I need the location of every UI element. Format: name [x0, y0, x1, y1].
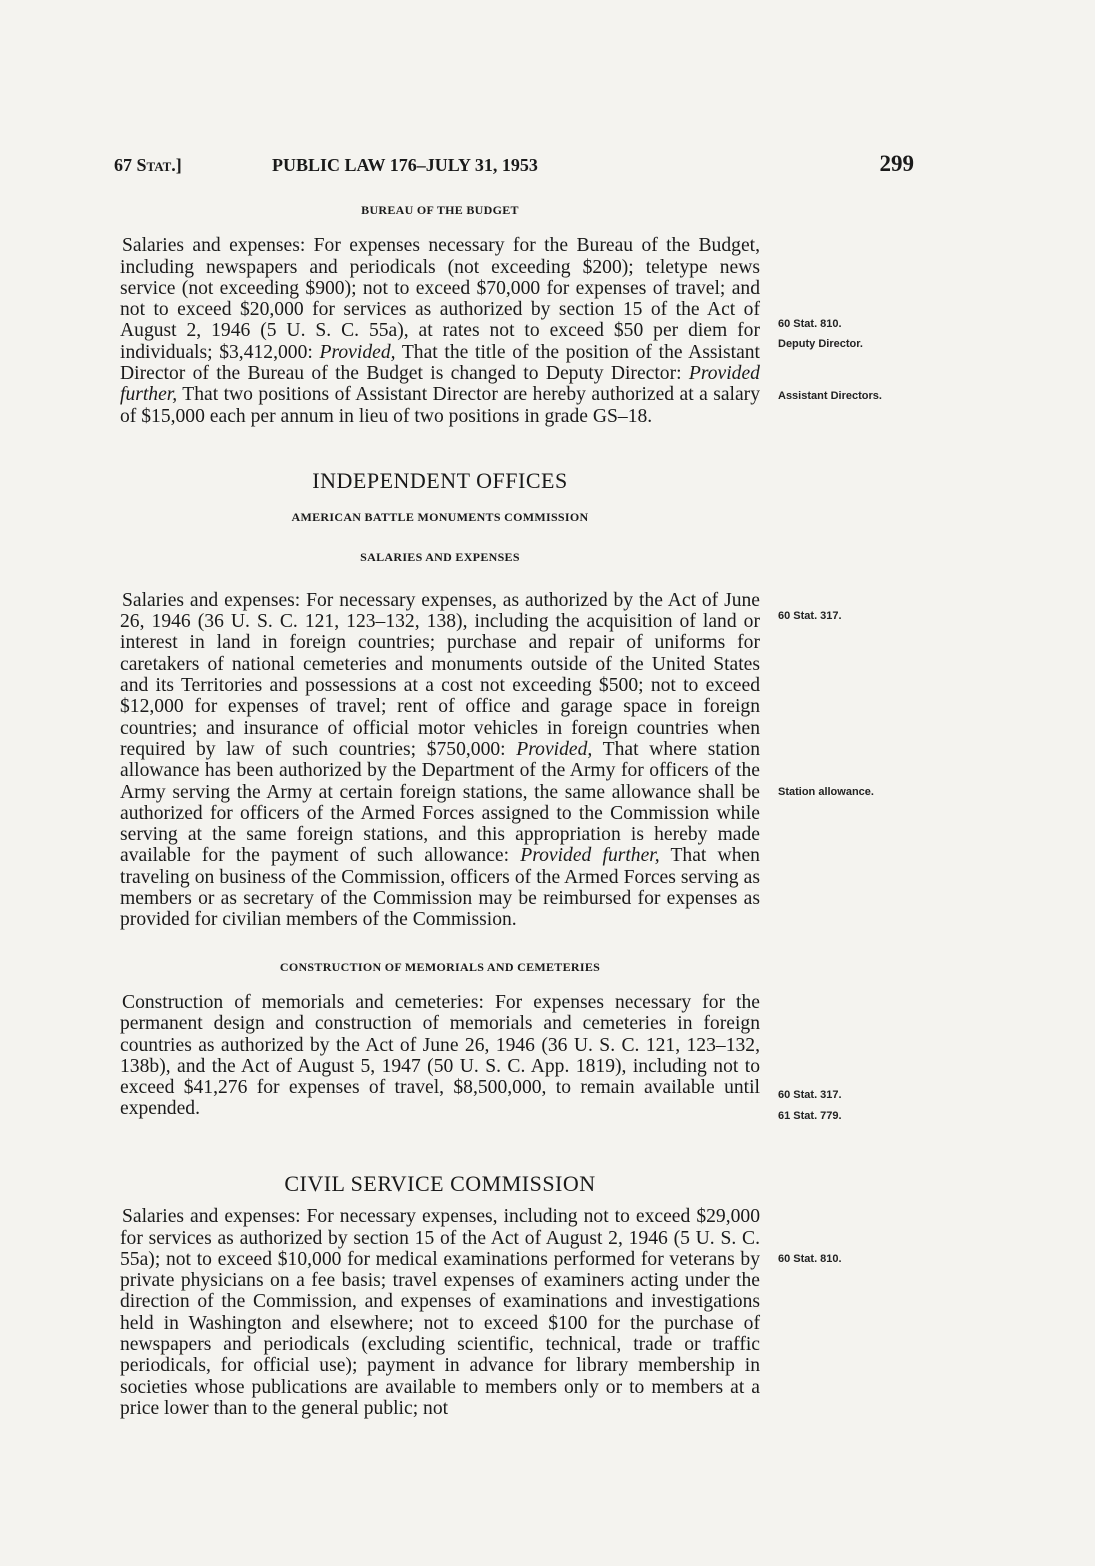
text-run: That when traveling on business of the Commission, officers of the Armed Forces serving as members or as secretary of the Commission may be reimbursed for expenses as provided for civilian members of the Commission.	[120, 845, 760, 931]
margin-note: 60 Stat. 317.	[778, 1089, 842, 1101]
page-header	[114, 151, 914, 185]
heading-independent-offices: INDEPENDENT OFFICES	[312, 468, 568, 493]
heading-salaries-expenses: SALARIES AND EXPENSES	[360, 549, 520, 564]
paragraph-construction: Construction of memorials and cemeteries: For expenses necessary for the permanent design and construction of memorials and cemeteries in foreign countries as authorized by the Act of June 26, 1946 (36 U. S. C. 121, 123–132, 138b), and the Act of August 5, 1947 (50 U. S. C. App. 1819), including not to exceed $41,276 for expenses of travel, $8,500,000, to remain available until expended.	[120, 991, 760, 1120]
heading-abmc: AMERICAN BATTLE MONUMENTS COMMISSION	[291, 510, 589, 525]
margin-note: Station allowance.	[778, 786, 874, 798]
page-number: 299	[879, 151, 914, 176]
margin-note: Assistant Directors.	[778, 390, 882, 402]
text-run: That where station allowance has been authorized by the Department of the Army for officers of the Army serving the Army at certain foreign stations, the same allowance shall be authorized for officers of the Armed Forces assigned to the Commission while serving at the same foreign stations, and this appropriation is hereby made available for the payment of such allowance:	[120, 738, 760, 867]
proviso: Provided,	[516, 738, 593, 760]
margin-note: 61 Stat. 779.	[778, 1110, 842, 1122]
margin-note: 60 Stat. 317.	[778, 610, 842, 622]
section-civil-service	[120, 1173, 760, 1419]
margin-note: 60 Stat. 810.	[778, 1253, 842, 1265]
text-run: Salaries and expenses: For necessary expenses, as authorized by the Act of June 26, 1946 (36 U. S. C. 121, 123–132, 138), including the acquisition of land or interest in land in foreign countries; purchase and repair of uniforms for caretakers of national cemeteries and monuments outside of the United States and its Territories and possessions at a cost not exceeding $500; not to exceed $12,000 for expenses of travel; rent of office and garage space in foreign countries; and insurance of official motor vehicles in foreign countries when required by law of such countries; $750,000:	[120, 589, 760, 760]
running-title: PUBLIC LAW 176–JULY 31, 1953	[272, 155, 538, 175]
paragraph-civil-service: Salaries and expenses: For necessary expenses, including not to exceed $29,000 for services as authorized by section 15 of the Act of August 2, 1946 (5 U. S. C. 55a); not to exceed $10,000 for medical examinations performed for veterans by private physicians on a fee basis; travel expenses of examiners acting under the direction of the Commission, and expenses of examinations and investigations held in Washington and elsewhere; not to exceed $100 for the purchase of newspapers and periodicals (excluding scientific, technical, trade or traffic periodicals, for official use); payment in advance for library membership in societies whose publications are available to members only or to members at a price lower than to the general public; not	[120, 1206, 760, 1419]
section-independent-offices	[120, 470, 760, 1120]
volume-citation: 67 Stat.]	[114, 155, 182, 175]
section-bureau-of-budget	[120, 200, 760, 427]
margin-note: 60 Stat. 810.	[778, 318, 842, 330]
text-run: That the title of the position of the Assistant Director of the Bureau of the Budget is changed to Deputy Director:	[120, 341, 761, 385]
text-run: Salaries and expenses: For expenses necessary for the Bureau of the Budget, including newspapers and periodicals (not exceeding $200); teletype news service (not exceeding $900); not to exceed $70,000 for expenses of travel; and not to exceed $20,000 for services as authorized by section 15 of the Act of August 2, 1946 (5 U. S. C. 55a), at rates not to exceed $50 per diem for individuals; $3,412,000:	[120, 235, 760, 363]
paragraph-bureau-salaries	[120, 235, 760, 427]
heading-civil-service: CIVIL SERVICE COMMISSION	[284, 1171, 596, 1196]
margin-note: Deputy Director.	[778, 338, 863, 350]
heading-construction-memorials: CONSTRUCTION OF MEMORIALS AND CEMETERIES	[279, 959, 601, 974]
paragraph-abmc-salaries	[120, 590, 760, 931]
heading-bureau-of-budget: BUREAU OF THE BUDGET	[361, 203, 519, 217]
text-run: That two positions of Assistant Director are hereby authorized at a salary of $15,000 each per annum in lieu of two positions in grade GS–18.	[120, 384, 761, 427]
proviso: Provided,	[319, 341, 396, 363]
proviso: Provided further,	[520, 845, 660, 867]
proviso: Provided further,	[120, 363, 760, 406]
